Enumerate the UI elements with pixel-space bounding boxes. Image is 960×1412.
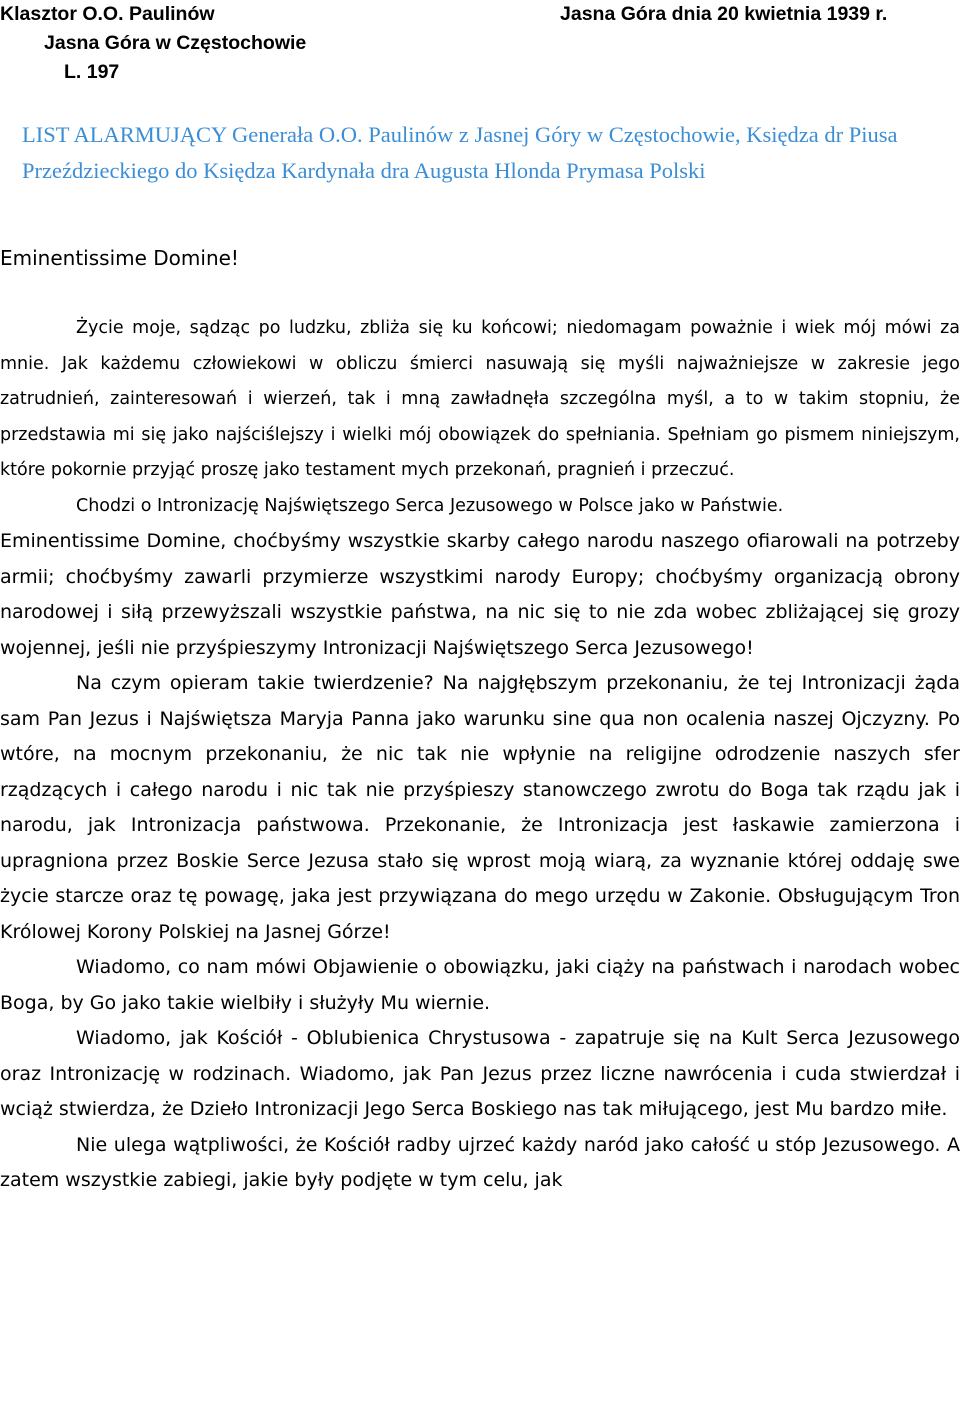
letter-body	[0, 311, 960, 1199]
sender-line-1: Klasztor O.O. Paulinów	[0, 3, 215, 25]
paragraph-5: Wiadomo, co nam mówi Objawienie o obowiązku, jaki ciąży na państwach i narodach wobec Boga, by Go jako takie wielbiły i służyły Mu wiernie.	[0, 956, 960, 1014]
paragraph-2: Chodzi o Intronizację Najświętszego Serca Jezusowego w Polsce jako w Państwie.	[76, 495, 784, 516]
greeting: Eminentissime Domine!	[0, 246, 239, 270]
paragraph-1: Życie moje, sądząc po ludzku, zbliża się ku końcowi; niedomagam poważnie i wiek mój mówi za mnie. Jak każdemu człowiekowi w obliczu śmierci nasuwają się myśli najważniejsze w zakresie jego zatrudnień, zainteresowań i wierzeń, tak i mną zawładnęła szczególna myśl, a to w takim stopniu, że przedstawia mi się jako najściślejszy i wielki mój obowiązek do spełniania. Spełniam go pismem niniejszym, które pokornie przyjąć proszę jako testament mych przekonań, pragnień i przeczuć.	[0, 318, 960, 480]
paragraph-6: Wiadomo, jak Kościół - Oblubienica Chrystusowa - zapatruje się na Kult Serca Jezusowego oraz Intronizację w rodzinach. Wiadomo, jak Pan Jezus przez liczne nawrócenia i cuda stwierdzał i wciąż stwierdza, że Dzieło Intronizacji Jego Serca Boskiego nas tak miłującego, jest Mu bardzo miłe.	[0, 1027, 960, 1120]
paragraph-4: Na czym opieram takie twierdzenie? Na najgłębszym przekonaniu, że tej Intronizacji żąda sam Pan Jezus i Najświętsza Maryja Panna jako warunku sine qua non ocalenia naszej Ojczyzny. Po wtóre, na mocnym przekonaniu, że nic tak nie wpłynie na religijne odrodzenie naszych sfer rządzących i całego narodu i nic tak nie przyśpieszy stanowczego zwrotu do Boga tak rządu jak i narodu, jak Intronizacja państwowa. Przekonanie, że Intronizacja jest łaskawie zamierzona i upragniona przez Boskie Serce Jezusa stało się wprost moją wiarą, za wyznanie której oddaję swe życie starcze oraz tę powagę, jaka jest przywiązana do mego urzędu w Zakonie. Obsługującym Tron Królowej Korony Polskiej na Jasnej Górze!	[0, 672, 960, 943]
paragraph-3: Eminentissime Domine, choćbyśmy wszystkie skarby całego narodu naszego ofiarowali na potrzeby armii; choćbyśmy zawarli przymierze wszystkimi narody Europy; choćbyśmy organizacją obrony narodowej i siłą przewyższali wszystkie państwa, na nic się to nie zda wobec zbliżającej się grozy wojennej, jeśli nie przyśpieszymy Intronizacji Najświętszego Serca Jezusowego!	[0, 530, 960, 659]
letter-title: LIST ALARMUJĄCY Generała O.O. Paulinów z Jasnej Góry w Częstochowie, Księdza dr Piusa Przeździeckiego do Księdza Kardynała dra Augusta Hlonda Prymasa Polski	[22, 122, 898, 183]
paragraph-7: Nie ulega wątpliwości, że Kościół radby ujrzeć każdy naród jako całość u stóp Jezusowego. A zatem wszystkie zabiegi, jakie były podjęte w tym celu, jak	[0, 1133, 960, 1191]
letter-date: Jasna Góra dnia 20 kwietnia 1939 r.	[560, 3, 888, 25]
sender-line-2: Jasna Góra w Częstochowie	[44, 32, 307, 54]
reference-number: L. 197	[64, 61, 120, 83]
